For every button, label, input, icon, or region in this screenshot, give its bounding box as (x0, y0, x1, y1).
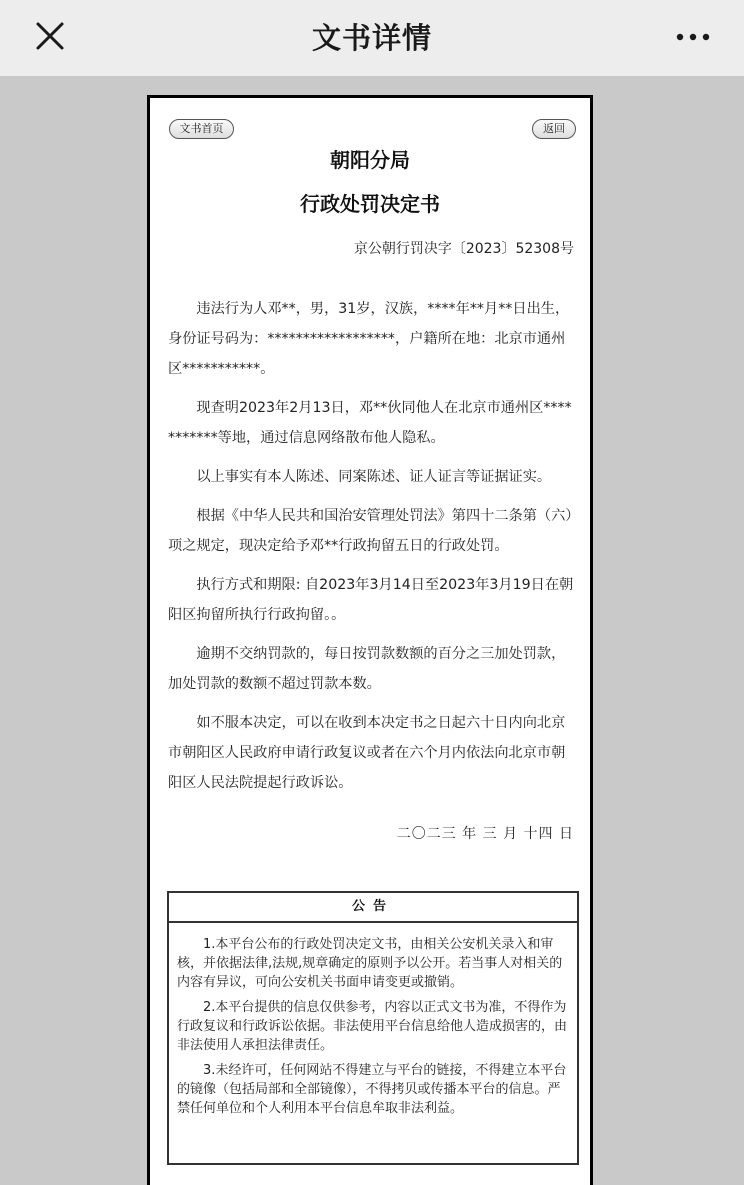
document-page[interactable] (150, 98, 590, 1185)
paragraph-execution: 执行方式和期限: 自2023年3月14日至2023年3月19日在朝阳区拘留所执行行政拘留。。 (168, 577, 574, 623)
notice-title: 公告 (169, 893, 577, 923)
document-frame (147, 95, 593, 1185)
paragraph-basis: 根据《中华人民共和国治安管理处罚法》第四十二条第（六）项之规定，现决定给予邓**行政拘留五日的行政处罚。 (168, 508, 573, 554)
page-title: 文书详情 (311, 21, 432, 55)
issuing-bureau: 朝阳分局 (330, 148, 410, 172)
document-home-button[interactable]: 文书首页 (169, 119, 234, 139)
back-button[interactable]: 返回 (532, 119, 576, 139)
more-button[interactable] (674, 24, 714, 52)
paragraph-evidence: 以上事实有本人陈述、同案陈述、证人证言等证据证实。 (196, 469, 552, 485)
notice-item: 3.未经许可，任何网站不得建立与平台的链接，不得建立本平台的镜像（包括局部和全部镜像），不得拷贝或传播本平台的信息。严禁任何单位和个人利用本平台信息牟取非法利益。 (177, 1063, 567, 1116)
notice-item: 2.本平台提供的信息仅供参考，内容以正式文书为准，不得作为行政复议和行政诉讼依据。非法使用平台信息给他人造成损害的，由非法使用人承担法律责任。 (177, 1000, 568, 1053)
paragraph-appeal: 如不服本决定，可以在收到本决定书之日起六十日内向北京市朝阳区人民政府申请行政复议或者在六个月内依法向北京市朝阳区人民法院提起行政诉讼。 (168, 715, 566, 791)
document-body (168, 294, 578, 807)
paragraph-facts: 现查明2023年2月13日，邓**伙同他人在北京市通州区***********等地，通过信息网络散布他人隐私。 (168, 400, 572, 446)
document-date: 二〇二三 年 三 月 十四 日 (396, 826, 574, 842)
document-number: 京公朝行罚决字〔2023〕52308号 (353, 241, 574, 257)
paragraph-late-fee: 逾期不交纳罚款的，每日按罚款数额的百分之三加处罚款，加处罚款的数额不超过罚款本数。 (168, 646, 566, 692)
more-icon (674, 24, 714, 52)
notice-body (169, 923, 577, 1118)
notice-item: 1.本平台公布的行政处罚决定文书，由相关公安机关录入和审核，并依据法律,法规,规章确定的原则予以公开。若当事人对相关的内容有异议，可向公安机关书面申请变更或撤销。 (177, 937, 563, 990)
document-title: 行政处罚决定书 (300, 192, 440, 216)
top-bar (0, 0, 744, 76)
paragraph-offender: 违法行为人邓**，男，31岁，汉族，****年**月**日出生，身份证号码为：******************，户籍所在地：北京市通州区***********。 (168, 301, 570, 377)
notice-box (167, 891, 579, 1165)
